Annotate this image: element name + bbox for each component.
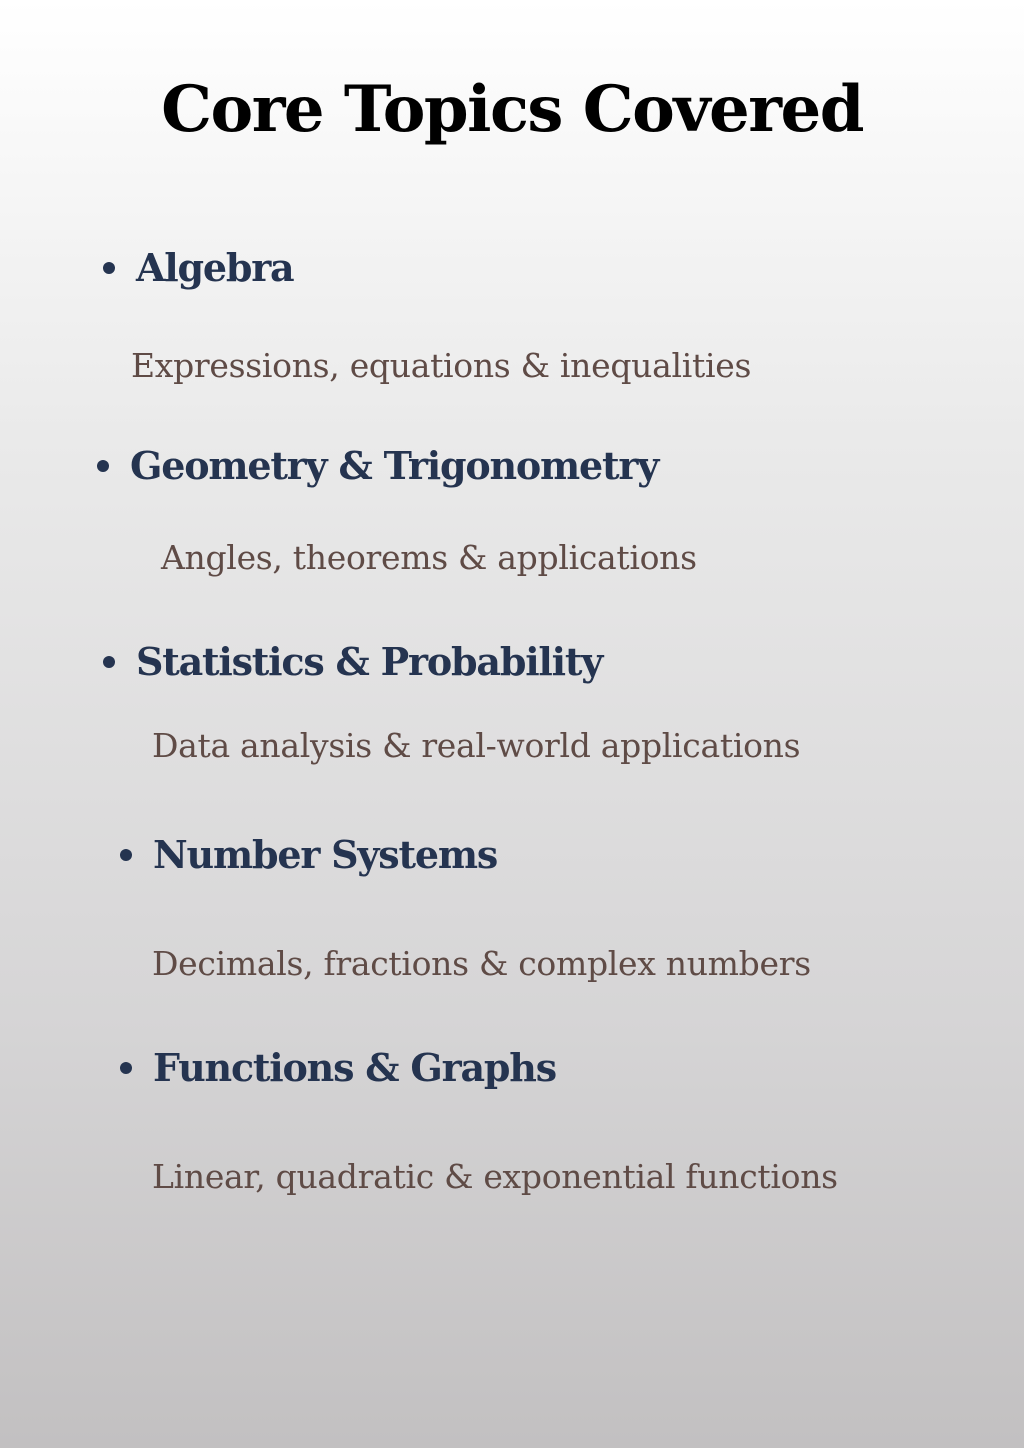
- topic-title: Algebra: [136, 245, 294, 290]
- topic-title: Geometry & Trigonometry: [130, 443, 659, 488]
- topic-description: Decimals, fractions & complex numbers: [152, 944, 811, 983]
- topic-description: Data analysis & real-world applications: [152, 726, 801, 765]
- topic-title: Statistics & Probability: [136, 639, 603, 684]
- page-title: Core Topics Covered: [161, 72, 863, 147]
- bullet-icon: [120, 1062, 132, 1074]
- topic-title: Functions & Graphs: [153, 1045, 556, 1090]
- topic-description: Expressions, equations & inequalities: [131, 346, 752, 385]
- topic-description: Angles, theorems & applications: [161, 538, 697, 577]
- bullet-icon: [97, 460, 109, 472]
- bullet-icon: [120, 849, 132, 861]
- topic-description: Linear, quadratic & exponential functions: [152, 1157, 838, 1196]
- bullet-icon: [103, 656, 115, 668]
- bullet-icon: [103, 262, 115, 274]
- topic-title: Number Systems: [153, 832, 498, 877]
